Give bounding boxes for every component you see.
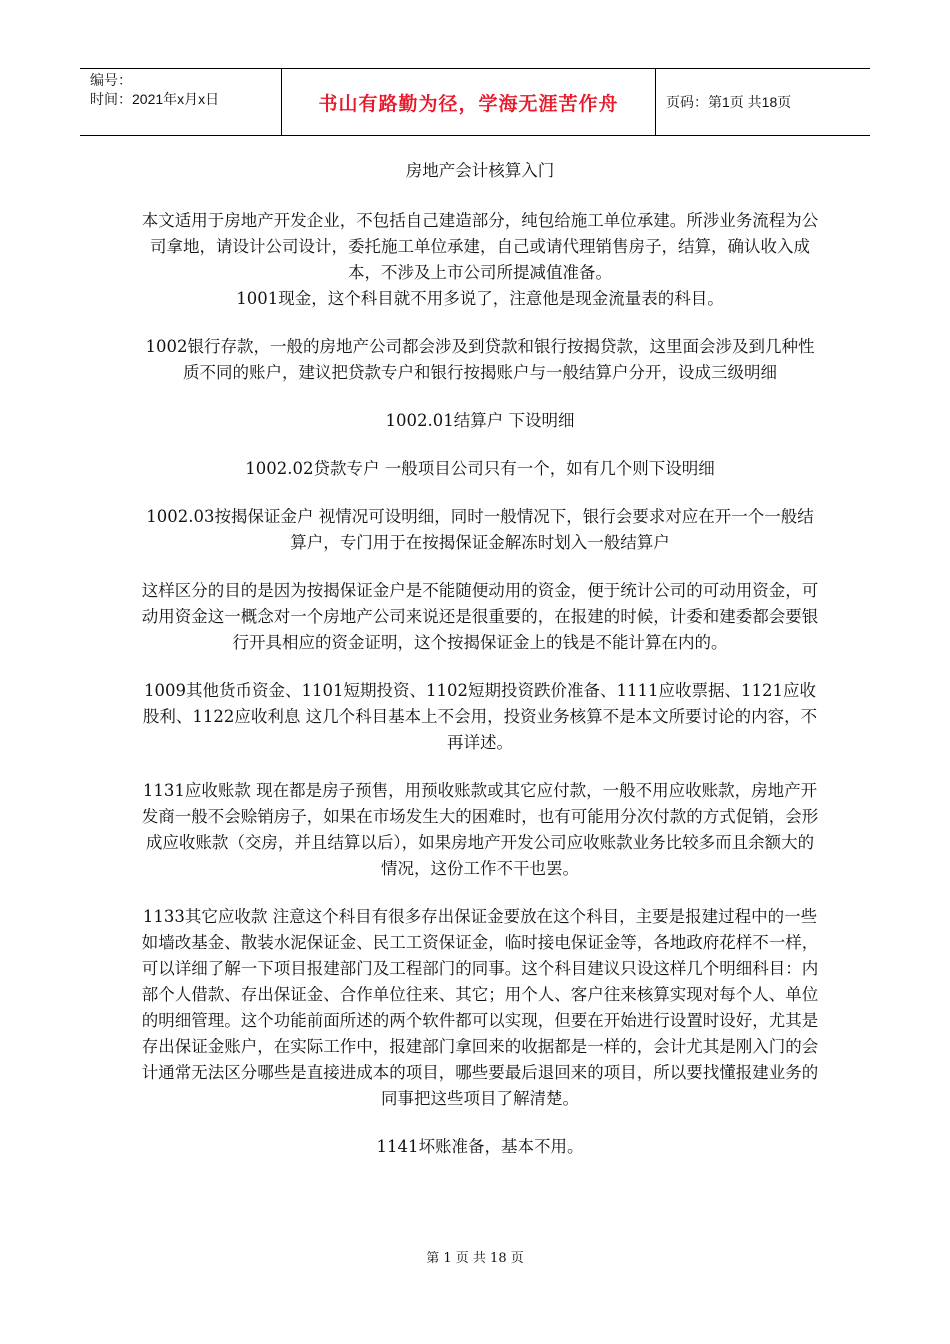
header-motto: 书山有路勤为径，学海无涯苦作舟 — [282, 69, 656, 135]
paragraph-1002-01: 1002.01结算户 下设明细 — [385, 411, 575, 430]
document-title: 房地产会计核算入门 — [405, 161, 555, 180]
page-header — [80, 68, 870, 136]
number-label: 编号： — [90, 72, 132, 88]
page-footer: 第 1 页 共 18 页 — [426, 1251, 524, 1266]
document-body — [140, 158, 820, 1182]
paragraph-purpose: 这样区分的目的是因为按揭保证金户是不能随便动用的资金，便于统计公司的可动用资金，可动用资金这一概念对一个房地产公司来说还是很重要的，在报建的时候，计委和建委都会要银行开具相应的资金证明，这个按揭保证金上的钱是不能计算在内的。 — [141, 581, 819, 652]
paragraph-1002-03: 1002.03按揭保证金户 视情况可设明细，同时一般情况下，银行会要求对应在开一个一般结算户，专门用于在按揭保证金解冻时划入一般结算户 — [146, 507, 814, 552]
header-meta — [80, 69, 282, 135]
header-page-info: 页码：第1页 共18页 — [666, 94, 792, 110]
paragraph-1002: 1002银行存款，一般的房地产公司都会涉及到贷款和银行按揭贷款，这里面会涉及到几种性质不同的账户，建议把贷款专户和银行按揭账户与一般结算户分开，设成三级明细 — [145, 337, 815, 382]
paragraph-1002-02: 1002.02贷款专户 一般项目公司只有一个，如有几个则下设明细 — [245, 459, 715, 478]
paragraph-1001: 1001现金，这个科目就不用多说了，注意他是现金流量表的科目。 — [236, 289, 724, 308]
time-label: 时间：2021年x月x日 — [90, 91, 220, 107]
paragraph-1133: 1133其它应收款 注意这个科目有很多存出保证金要放在这个科目，主要是报建过程中的一些如墙改基金、散装水泥保证金、民工工资保证金，临时接电保证金等，各地政府花样不一样，可以详细了解一下项目报建部门及工程部门的同事。这个科目建议只设这样几个明细科目：内部个人借款、存出保证金、合作单位往来、其它；用个人、客户往来核算实现对每个人、单位的明细管理。这个功能前面所述的两个软件都可以实现，但要在开始进行设置时设好，尤其是存出保证金账户，在实际工作中，报建部门拿回来的收据都是一样的，会计尤其是刚入门的会计通常无法区分哪些是直接进成本的项目，哪些要最后退回来的项目，所以要找懂报建业务的同事把这些项目了解清楚。 — [141, 907, 819, 1108]
paragraph-1141: 1141坏账准备，基本不用。 — [376, 1137, 584, 1156]
paragraph-1009: 1009其他货币资金、1101短期投资、1102短期投资跌价准备、1111应收票据、1121应收股利、1122应收利息 这几个科目基本上不会用，投资业务核算不是本文所要讨论的内容，不再详述。 — [142, 681, 818, 752]
paragraph-intro: 本文适用于房地产开发企业，不包括自己建造部分，纯包给施工单位承建。所涉业务流程为公司拿地，请设计公司设计，委托施工单位承建，自己或请代理销售房子，结算，确认收入成本，不涉及上市公司所提减值准备。 — [141, 211, 819, 282]
paragraph-1131: 1131应收账款 现在都是房子预售，用预收账款或其它应付款，一般不用应收账款，房地产开发商一般不会赊销房子，如果在市场发生大的困难时，也有可能用分次付款的方式促销，会形成应收账款（交房，并且结算以后），如果房地产开发公司应收账款业务比较多而且余额大的情况，这份工作不干也罢。 — [141, 781, 819, 878]
